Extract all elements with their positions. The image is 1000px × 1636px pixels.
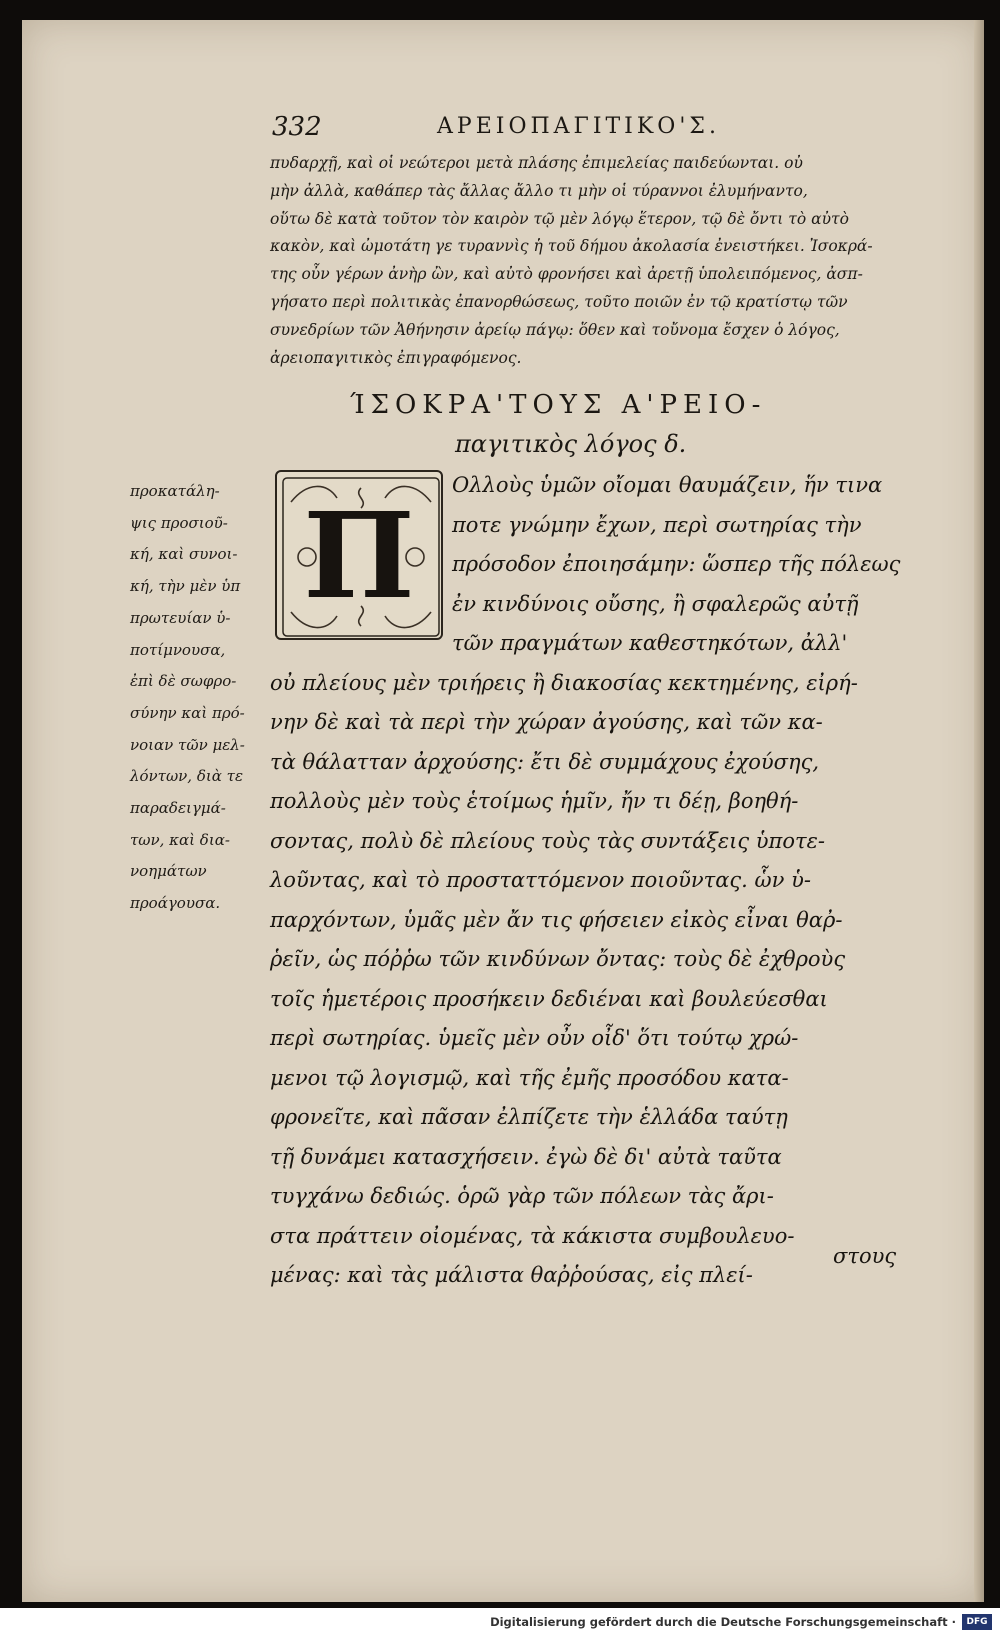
margin-line: ψις προσιοῦ- xyxy=(130,513,228,532)
argument-line: της οὖν γέρων ἀνὴρ ὢν, καὶ αὐτὸ φρονήσει καὶ ἀρετῇ ὑπολειπόμενος, ἀσπ- xyxy=(270,265,863,284)
argument-line: πυδαρχῇ, καὶ οἱ νεώτεροι μετὰ πλάσης ἐπιμελείας παιδεύωνται. οὐ xyxy=(270,154,803,172)
oration-heading xyxy=(350,390,766,458)
running-title: ΑΡΕΙΟΠΑΓΙΤΙΚΟ'Σ. xyxy=(437,114,720,139)
body-line: τοῖς ἡμετέροις προσήκειν δεδιέναι καὶ βουλεύεσθαι xyxy=(270,986,828,1011)
body-line: σοντας, πολὺ δὲ πλείους τοὺς τὰς συντάξεις ὑποτε- xyxy=(270,828,825,853)
argument-line: οὕτω δὲ κατὰ τοῦτον τὸν καιρὸν τῷ μὲν λόγῳ ἕτερον, τῷ δὲ ὄντι τὸ αὐτὸ xyxy=(270,209,849,228)
margin-line: πρωτευίαν ὑ- xyxy=(130,608,231,627)
body-line: τυγχάνω δεδιώς. ὁρῶ γὰρ τῶν πόλεων τὰς ἄρι- xyxy=(270,1184,774,1208)
body-line: περὶ σωτηρίας. ὑμεῖς μὲν οὖν οἶδ' ὅτι τούτῳ χρώ- xyxy=(270,1026,799,1050)
margin-line: των, καὶ δια- xyxy=(130,830,230,849)
page-edge xyxy=(974,20,984,1602)
margin-line: ἐπὶ δὲ σωφρο- xyxy=(130,672,237,691)
body-line: ῥεῖν, ὡς πόῤῥω τῶν κινδύνων ὄντας: τοὺς δὲ ἐχθροὺς xyxy=(270,947,846,971)
funding-credit: Digitalisierung gefördert durch die Deutsche Forschungsgemeinschaft · xyxy=(490,1615,956,1629)
margin-line: προκατάλη- xyxy=(130,482,220,500)
body-line: ἐν κινδύνοις οὔσης, ἢ σφαλερῶς αὐτῇ xyxy=(452,591,859,616)
body-line: παρχόντων, ὑμᾶς μὲν ἄν τις φήσειεν εἰκὸς εἶναι θαῤ- xyxy=(270,907,843,932)
dfg-logo-icon: DFG xyxy=(962,1614,992,1630)
body-line: τὰ θάλατταν ἀρχούσης: ἔτι δὲ συμμάχους ἐχούσης, xyxy=(270,749,820,774)
argument-line: γήσατο περὶ πολιτικὰς ἐπανορθώσεως, τοῦτο ποιῶν ἐν τῷ κρατίστῳ τῶν xyxy=(270,292,848,311)
margin-line: προάγουσα. xyxy=(130,894,221,913)
margin-line: νοημάτων xyxy=(130,862,207,881)
body-line: πρόσοδον ἐποιησάμην: ὥσπερ τῆς πόλεως xyxy=(452,552,901,576)
running-head xyxy=(272,112,812,146)
oration-text xyxy=(270,466,910,1296)
marginal-note xyxy=(130,476,265,920)
margin-line: κή, καὶ συνοι- xyxy=(130,545,238,564)
body-line: τῶν πραγμάτων καθεστηκότων, ἀλλ' xyxy=(452,631,848,655)
margin-line: νοιαν τῶν μελ- xyxy=(130,735,245,754)
body-line: στα πράττειν οἰομένας, τὰ κάκιστα συμβουλευο- xyxy=(270,1223,795,1248)
margin-line: λόντων, διὰ τε xyxy=(130,767,243,786)
body-line: μένας: καὶ τὰς μάλιστα θαῤῥούσας, εἰς πλεί- xyxy=(270,1263,753,1287)
margin-line: ποτίμνουσα, xyxy=(130,640,226,659)
body-line: μενοι τῷ λογισμῷ, καὶ τῆς ἐμῆς προσόδου κατα- xyxy=(270,1065,789,1090)
page-number: 332 xyxy=(272,112,322,142)
initial-letter: Π xyxy=(303,485,415,625)
body-line: νην δὲ καὶ τὰ περὶ τὴν χώραν ἀγούσης, καὶ τῶν κα- xyxy=(270,710,823,734)
catchword: στους xyxy=(833,1244,897,1268)
body-line: Ολλοὺς ὑμῶν οἴομαι θαυμάζειν, ἥν τινα xyxy=(452,473,883,497)
body-line: φρονεῖτε, καὶ πᾶσαν ἐλπίζετε τὴν ἑλλάδα ταύτῃ xyxy=(270,1105,788,1129)
body-line: πολλοὺς μὲν τοὺς ἑτοίμως ἡμῖν, ἤν τι δέῃ, βοηθή- xyxy=(270,789,799,813)
footer-bar xyxy=(0,1609,1000,1636)
body-line: τῇ δυνάμει κατασχήσειν. ἐγὼ δὲ δι' αὐτὰ ταῦτα xyxy=(270,1144,782,1169)
margin-line: κή, τὴν μὲν ὑπ xyxy=(130,577,241,596)
body-line: οὐ πλείους μὲν τριήρεις ἢ διακοσίας κεκτημένης, εἰρή- xyxy=(270,670,858,695)
argument-line: συνεδρίων τῶν Ἀθήνησιν ἀρείῳ πάγῳ: ὅθεν καὶ τοὔνομα ἔσχεν ὁ λόγος, xyxy=(270,320,840,339)
argument-line: ἀρειοπαγιτικὸς ἐπιγραφόμενος. xyxy=(270,348,522,367)
margin-line: παραδειγμά- xyxy=(130,799,226,818)
argument-paragraph xyxy=(270,150,930,372)
body-line: λοῦντας, καὶ τὸ προσταττόμενον ποιοῦντας. ὧν ὑ- xyxy=(270,868,811,892)
heading-line-1: ΊΣΟΚΡΑ'ΤΟΥΣ Α'ΡΕΙΟ- xyxy=(350,390,767,420)
margin-line: σύνην καὶ πρό- xyxy=(130,703,245,722)
argument-line: μὴν ἀλλὰ, καθάπερ τὰς ἄλλας ἄλλο τι μὴν οἱ τύραννοι ἐλυμήναντο, xyxy=(270,181,808,200)
heading-line-2: παγιτικὸς λόγος δ. xyxy=(455,430,687,458)
argument-line: κακὸν, καὶ ὠμοτάτη γε τυραννὶς ἡ τοῦ δήμου ἀκολασία ἐνειστήκει. Ἰσοκρά- xyxy=(270,237,873,256)
body-line: ποτε γνώμην ἔχων, περὶ σωτηρίας τὴν xyxy=(452,512,862,537)
